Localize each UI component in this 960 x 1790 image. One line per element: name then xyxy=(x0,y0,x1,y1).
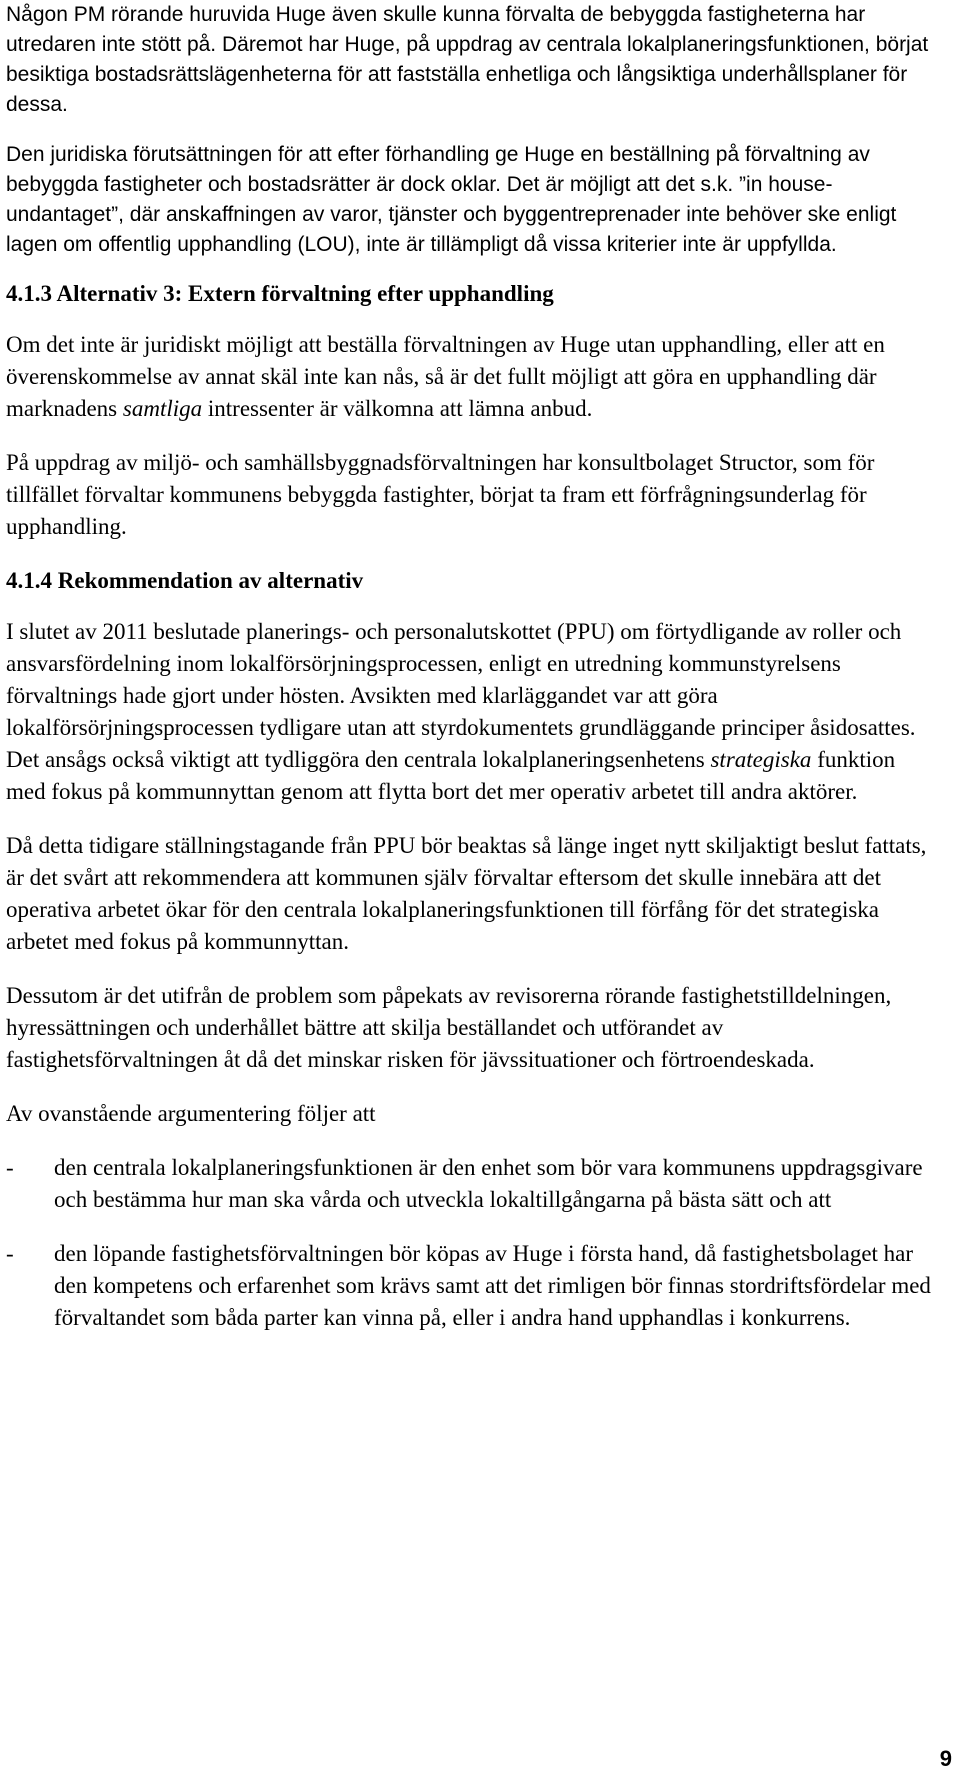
emphasis-samtliga: samtliga xyxy=(122,396,203,422)
body-paragraph-ppu xyxy=(6,616,936,808)
list-item xyxy=(6,1238,936,1334)
section-heading-4-1-3: 4.1.3 Alternativ 3: Extern förvaltning efter upphandling xyxy=(6,281,554,306)
body-paragraph-upphandling xyxy=(6,329,936,425)
text-run: Om det inte är juridiskt möjligt att beställa förvaltningen av Huge utan upphandling, eller att en överenskommelse av annat skäl inte kan nås, så är det fullt möjligt att göra en upphandling där marknadens xyxy=(6,332,885,422)
body-paragraph-stallningstagande: Då detta tidigare ställningstagande från PPU bör beaktas så länge inget nytt skiljaktigt beslut fattats, är det svårt att rekommendera att kommunen själv förvaltar eftersom det skulle innebära att det operativa arbetet ökar för den centrala lokalplaneringsfunktionen till förfång för det strategiska arbetet med fokus på kommunnyttan. xyxy=(6,833,927,955)
body-paragraph-juridiska: Den juridiska förutsättningen för att efter förhandling ge Huge en beställning på förvaltning av bebyggda fastigheter och bostadsrätter är dock oklar. Det är möjligt att det s.k. ”in house-undantaget”, där anskaffningen av varor, tjänster och byggentreprenader inte behöver ske enligt lagen om offentlig upphandling (LOU), inte är tillämpligt då vissa kriterier inte är uppfyllda. xyxy=(6,143,897,256)
page-number: 9 xyxy=(939,1746,952,1771)
emphasis-strategiska: strategiska xyxy=(710,747,812,773)
text-run: funktion med fokus på kommunnyttan genom att flytta bort det mer operativ arbetet till andra aktörer. xyxy=(6,747,896,805)
list-item-text: den centrala lokalplaneringsfunktionen är den enhet som bör vara kommunens uppdragsgivare och bestämma hur man ska vårda och utveckla lokaltillgångarna på bästa sätt och att xyxy=(54,1155,923,1213)
list-marker: - xyxy=(6,1241,14,1267)
body-paragraph-pm-huge: Någon PM rörande huruvida Huge även skulle kunna förvalta de bebyggda fastigheterna har utredaren inte stött på. Däremot har Huge, på uppdrag av centrala lokalplaneringsfunktionen, börjat besiktiga bostadsrättslägenheterna för att fastställa enhetliga och långsiktiga underhållsplaner för dessa. xyxy=(6,3,929,116)
list-marker: - xyxy=(6,1155,14,1181)
body-paragraph-revisorerna: Dessutom är det utifrån de problem som påpekats av revisorerna rörande fastighetstilldelningen, hyressättningen och underhållet bättre att skilja beställandet och utförandet av fastighetsförvaltningen åt då det minskar risken för jävssituationer och förtroendeskada. xyxy=(6,983,892,1073)
body-paragraph-structor: På uppdrag av miljö- och samhällsbyggnadsförvaltningen har konsultbolaget Structor, som för tillfället förvaltar kommunens bebyggda fastighter, börjat ta fram ett förfrågningsunderlag för upphandling. xyxy=(6,450,875,540)
document-page xyxy=(6,0,936,1334)
list-item xyxy=(6,1152,936,1216)
list-item-text: den löpande fastighetsförvaltningen bör köpas av Huge i första hand, då fastighetsbolaget har den kompetens och erfarenhet som krävs samt att det rimligen bör finnas stordriftsfördelar med förvaltandet som båda parter kan vinna på, eller i andra hand upphandlas i konkurrens. xyxy=(54,1241,931,1331)
text-run: intressenter är välkomna att lämna anbud. xyxy=(202,396,593,422)
body-paragraph-argumentering: Av ovanstående argumentering följer att xyxy=(6,1101,376,1127)
text-run: I slutet av 2011 beslutade planerings- och personalutskottet (PPU) om förtydligande av roller och ansvarsfördelning inom lokalförsörjningsprocessen, enligt en utredning kommunstyrelsens förvaltnings hade gjort under hösten. Avsikten med klarläggandet var att göra lokalförsörjningsprocessen tydligare utan att styrdokumentets grundläggande principer åsidosattes. Det ansågs också viktigt att tydliggöra den centrala lokalplaneringsenhetens xyxy=(6,619,916,773)
section-heading-4-1-4: 4.1.4 Rekommendation av alternativ xyxy=(6,568,364,594)
